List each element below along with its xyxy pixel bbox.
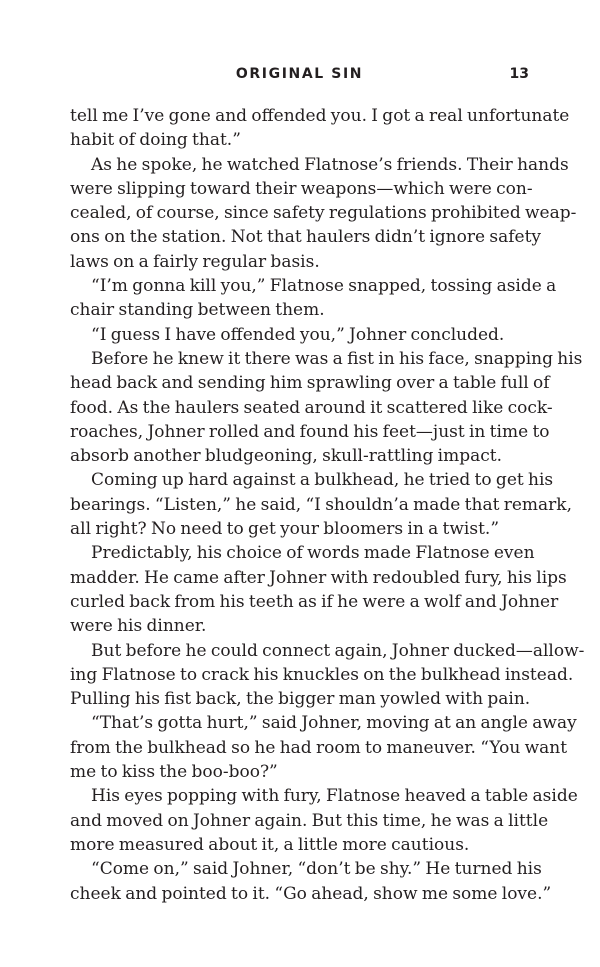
body-line: and moved on Johner again. But this time, he was a little xyxy=(70,810,549,831)
body-line: from the bulkhead so he had room to maneuver. “You want xyxy=(70,737,568,758)
body-line: all right? No need to get your bloomers in a twist.” xyxy=(70,519,500,540)
body-line: food. As the haulers seated around it scattered like cock- xyxy=(70,397,553,418)
body-line: me to kiss the boo-boo?” xyxy=(70,762,278,783)
body-line: As he spoke, he watched Flatnose’s friends. Their hands xyxy=(91,154,569,175)
body-line: chair standing between them. xyxy=(70,300,325,321)
body-line: “Come on,” said Johner, “don’t be shy.” He turned his xyxy=(91,859,542,880)
body-line: But before he could connect again, Johner ducked—allow- xyxy=(91,640,585,661)
body-line: were his dinner. xyxy=(70,616,207,637)
body-line: ons on the station. Not that haulers didn’t ignore safety xyxy=(70,227,542,248)
body-line: cheek and pointed to it. “Go ahead, show me some love.” xyxy=(70,883,552,904)
body-line: were slipping toward their weapons—which were con- xyxy=(70,178,533,199)
body-line: roaches, Johner rolled and found his feet—just in time to xyxy=(70,421,550,442)
body-line: “I’m gonna kill you,” Flatnose snapped, tossing aside a xyxy=(91,276,557,297)
running-header xyxy=(70,66,529,88)
body-line: “I guess I have offended you,” Johner concluded. xyxy=(91,324,505,345)
body-text xyxy=(70,104,585,906)
body-line: Predictably, his choice of words made Flatnose even xyxy=(91,543,535,564)
page-number: 13 xyxy=(509,66,529,82)
body-line: Pulling his fist back, the bigger man yowled with pain. xyxy=(70,689,531,710)
body-line: bearings. “Listen,” he said, “I shouldn’a made that remark, xyxy=(70,494,572,515)
body-line: laws on a fairly regular basis. xyxy=(70,251,320,272)
body-line: ing Flatnose to crack his knuckles on the bulkhead instead. xyxy=(70,664,574,685)
body-line: absorb another bludgeoning, skull-rattling impact. xyxy=(70,446,502,467)
body-line: more measured about it, a little more cautious. xyxy=(70,834,470,855)
running-title: ORIGINAL SIN xyxy=(235,66,364,82)
body-line: tell me I’ve gone and offended you. I got a real unfortunate xyxy=(70,106,570,126)
body-line: habit of doing that.” xyxy=(70,130,241,151)
body-line: cealed, of course, since safety regulations prohibited weap- xyxy=(70,203,577,224)
body-line: Before he knew it there was a fist in his face, snapping his xyxy=(91,348,583,369)
body-line: Coming up hard against a bulkhead, he tried to get his xyxy=(91,470,554,491)
body-line: “That’s gotta hurt,” said Johner, moving at an angle away xyxy=(91,713,577,734)
body-line: curled back from his teeth as if he were a wolf and Johner xyxy=(70,591,559,612)
body-line: madder. He came after Johner with redoubled fury, his lips xyxy=(70,567,567,588)
body-line: head back and sending him sprawling over a table full of xyxy=(70,373,550,394)
body-line: His eyes popping with fury, Flatnose heaved a table aside xyxy=(91,786,578,807)
